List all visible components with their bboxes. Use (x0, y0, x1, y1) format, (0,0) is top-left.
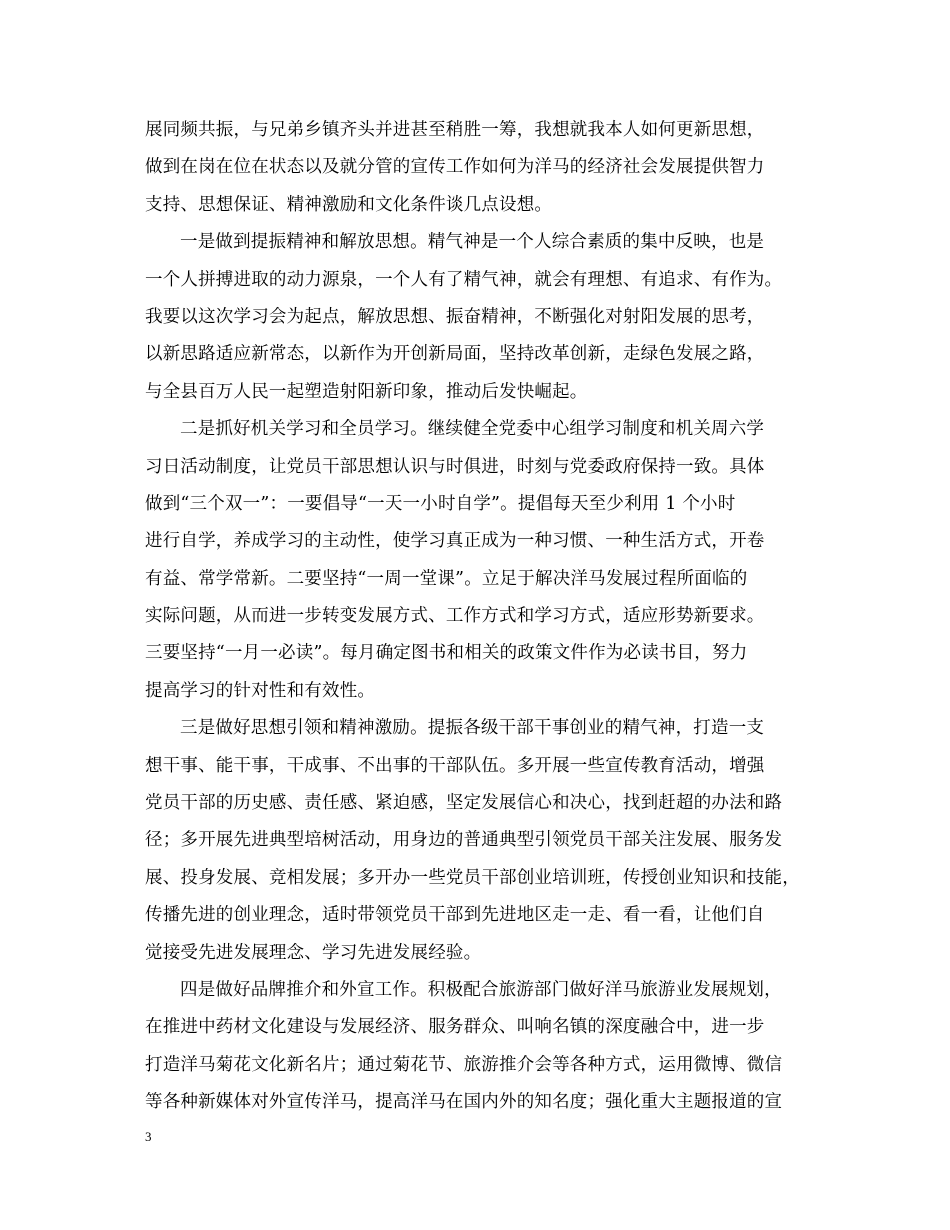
text-line: 展同频共振，与兄弟乡镇齐头并进甚至稍胜一筹，我想就我本人如何更新思想， (145, 120, 765, 140)
text-line: 在推进中药材文化建设与发展经济、服务群众、叫响名镇的深度融合中，进一步 (145, 1017, 765, 1038)
text-line: 径；多开展先进典型培树活动，用身边的普通典型引领党员干部关注发展、服务发 (145, 830, 783, 851)
text-line: 一是做到提振精神和解放思想。精气神是一个人综合素质的集中反映，也是 (180, 232, 765, 253)
text-line: 支持、思想保证、精神激励和文化条件谈几点设想。 (145, 194, 553, 215)
text-line: 一个人拼搏进取的动力源泉，一个人有了精气神，就会有理想、有追求、有作为。 (145, 269, 783, 290)
text-line: 进行自学，养成学习的主动性，使学习真正成为一种习惯、一种生活方式，开卷 (145, 531, 765, 552)
text-line: 打造洋马菊花文化新名片；通过菊花节、旅游推介会等各种方式，运用微博、微信 (145, 1054, 783, 1075)
text-line: 有益、常学常新。二要坚持“一周一堂课”。立足于解决洋马发展过程所面临的 (145, 568, 748, 589)
paragraph (145, 972, 825, 1122)
text-line: 实际问题，从而进一步转变发展方式、工作方式和学习方式，适应形势新要求。 (145, 606, 765, 627)
text-line: 想干事、能干事，干成事、不出事的干部队伍。多开展一些宣传教育活动，增强 (145, 755, 765, 776)
text-line: 习日活动制度，让党员干部思想认识与时俱进，时刻与党委政府保持一致。具体 (145, 456, 765, 477)
text-line: 展、投身发展、竞相发展；多开办一些党员干部创业培训班，传授创业知识和技能， (145, 867, 800, 888)
text-line: 做到在岗在位在状态以及就分管的宣传工作如何为洋马的经济社会发展提供智力 (145, 157, 765, 178)
text-line: 四是做好品牌推介和外宣工作。积极配合旅游部门做好洋马旅游业发展规划， (180, 979, 782, 1000)
document-body (145, 112, 825, 1122)
text-line: 以新思路适应新常态，以新作为开创新局面，坚持改革创新，走绿色发展之路， (145, 344, 765, 365)
text-line: 党员干部的历史感、责任感、紧迫感，坚定发展信心和决心，找到赶超的办法和路 (145, 793, 783, 814)
paragraph (145, 411, 825, 710)
text-line: 觉接受先进发展理念、学习先进发展经验。 (145, 942, 482, 963)
page-number: 3 (145, 1129, 152, 1144)
paragraph (145, 224, 825, 411)
text-line: 与全县百万人民一起塑造射阳新印象，推动后发快崛起。 (145, 381, 588, 402)
text-line: 三要坚持“一月一必读”。每月确定图书和相关的政策文件作为必读书目，努力 (145, 643, 748, 664)
text-line: 我要以这次学习会为起点，解放思想、振奋精神，不断强化对射阳发展的思考， (145, 306, 765, 327)
text-line: 等各种新媒体对外宣传洋马，提高洋马在国内外的知名度；强化重大主题报道的宣 (145, 1092, 783, 1113)
text-line: 做到“三个双一”：一要倡导“一天一小时自学”。提倡每天至少利用 1 个小时 (145, 493, 736, 514)
text-line: 二是抓好机关学习和全员学习。继续健全党委中心组学习制度和机关周六学 (180, 419, 765, 440)
text-line: 传播先进的创业理念，适时带领党员干部到先进地区走一走、看一看，让他们自 (145, 905, 765, 926)
paragraph (145, 112, 825, 224)
paragraph (145, 710, 825, 972)
text-line: 提高学习的针对性和有效性。 (145, 680, 376, 701)
text-line: 三是做好思想引领和精神激励。提振各级干部干事创业的精气神，打造一支 (180, 718, 765, 739)
